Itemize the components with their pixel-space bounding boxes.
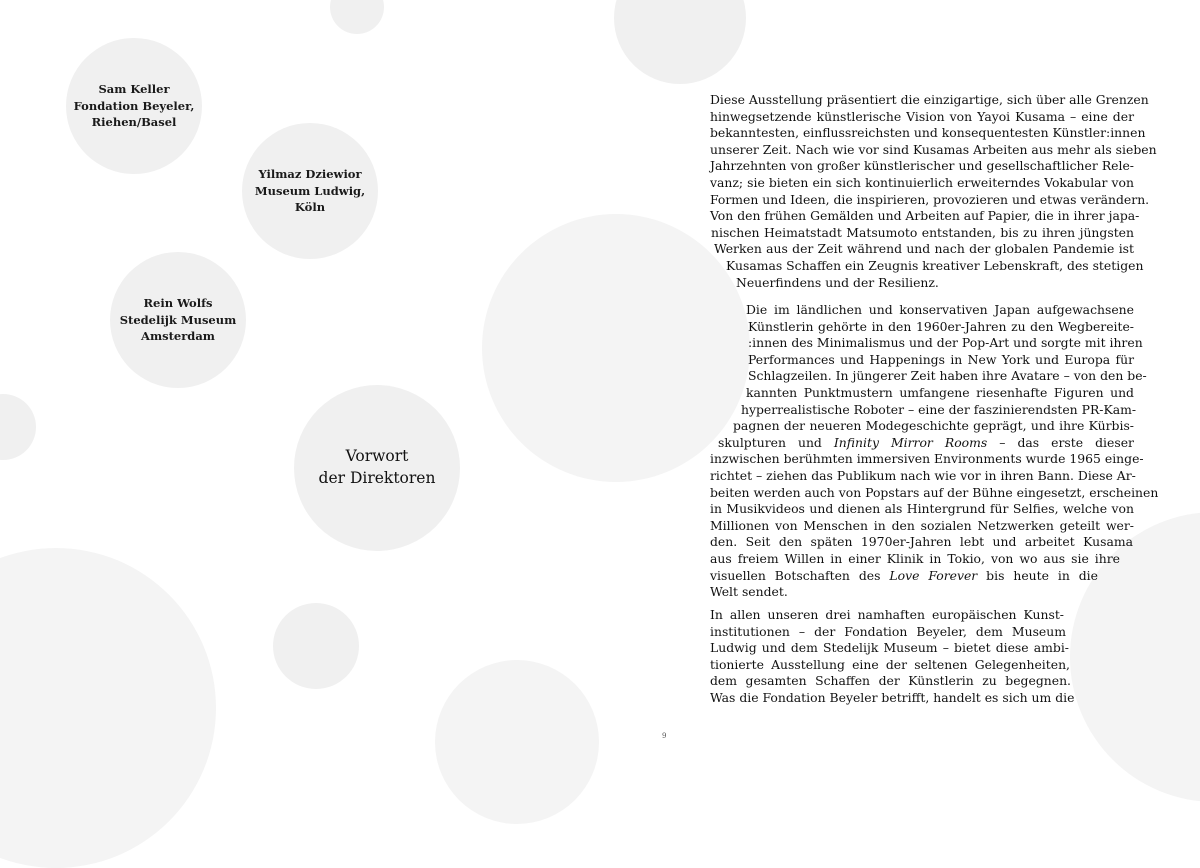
- text-line: Diese Ausstellung präsentiert die einzigartige, sich über alle Grenzen: [710, 92, 1149, 107]
- director-location: Amsterdam: [141, 329, 215, 344]
- text-line: Formen und Ideen, die inspirieren, provozieren und etwas verändern.: [710, 191, 1150, 207]
- director-institution: Museum Ludwig,: [254, 183, 366, 198]
- text-line: Ludwig und dem Stedelijk Museum – bietet diese ambi-: [710, 640, 1069, 656]
- text-line: [710, 568, 1098, 585]
- artwork-title: Infinity Mirror Rooms: [833, 434, 988, 450]
- text-fragment: bis heute in die: [986, 567, 1098, 583]
- text-line: Werken aus der Zeit während und nach der globalen Pandemie ist: [714, 241, 1134, 257]
- text-line: inzwischen berühmten immersiven Environments wurde 1965 einge-: [710, 451, 1144, 467]
- section-title-line: der Direktoren: [318, 469, 436, 487]
- decorative-dot: [0, 548, 216, 868]
- text-line: kannten Punktmustern umfangene riesenhafte Figuren und: [746, 384, 1134, 400]
- text-line: nischen Heimatstadt Matsumoto entstanden, bis zu ihren jüngsten: [711, 224, 1134, 240]
- decorative-dot: [614, 0, 746, 84]
- decorative-dot: [435, 660, 599, 824]
- text-line: Performances und Happenings in New York und Europa für: [748, 351, 1134, 367]
- text-line: [718, 435, 1134, 452]
- text-line: beiten werden auch von Popstars auf der Bühne eingesetzt, erscheinen: [710, 484, 1159, 500]
- director-location: Riehen/Basel: [91, 115, 177, 130]
- text-line: den. Seit den späten 1970er-Jahren lebt und arbeitet Kusama: [710, 534, 1133, 550]
- decorative-dot: [273, 603, 359, 689]
- text-line: vanz; sie bieten ein sich kontinuierlich erweiterndes Vokabular von: [710, 174, 1134, 190]
- decorative-dot: [0, 394, 36, 460]
- text-line: Was die Fondation Beyeler betrifft, handelt es sich um die: [710, 689, 1075, 705]
- text-line: pagnen der neueren Modegeschichte geprägt, und ihre Kürbis-: [733, 418, 1134, 434]
- text-line: Jahrzehnten von großer künstlerischer und gesellschaftlicher Rele-: [710, 158, 1134, 174]
- text-line: hinwegsetzende künstlerische Vision von Yayoi Kusama – eine der: [710, 108, 1134, 124]
- director-institution: Fondation Beyeler,: [73, 98, 195, 113]
- text-line: Von den frühen Gemälden und Arbeiten auf Papier, die in ihrer japa-: [710, 208, 1140, 224]
- director-name-block: [110, 252, 246, 388]
- director-name: Rein Wolfs: [143, 296, 213, 311]
- text-line: aus freiem Willen in einer Klinik in Tokio, von wo aus sie ihre: [710, 550, 1120, 566]
- text-line: In allen unseren drei namhaften europäischen Kunst-: [710, 607, 1064, 622]
- text-line: Künstlerin gehörte in den 1960er-Jahren zu den Wegbereite-: [748, 318, 1134, 334]
- text-line: Neuerfindens und der Resilienz.: [736, 274, 939, 290]
- text-line: Kusamas Schaffen ein Zeugnis kreativer Lebenskraft, des stetigen: [726, 257, 1144, 273]
- director-location: Köln: [294, 200, 326, 215]
- text-line: unserer Zeit. Nach wie vor sind Kusamas Arbeiten aus mehr als sieben: [710, 141, 1157, 157]
- director-name-block: [242, 123, 378, 259]
- text-fragment: – das erste dieser: [999, 434, 1134, 450]
- text-line: Millionen von Menschen in den sozialen Netzwerken geteilt wer-: [710, 517, 1134, 533]
- text-line: hyperrealistische Roboter – eine der faszinierendsten PR-Kam-: [741, 401, 1137, 417]
- text-line: Welt sendet.: [710, 584, 788, 600]
- director-name: Sam Keller: [98, 82, 170, 97]
- artwork-title: Love Forever: [889, 567, 978, 583]
- director-institution: Stedelijk Museum: [119, 312, 237, 327]
- text-line: Schlagzeilen. In jüngerer Zeit haben ihre Avatare – von den be-: [748, 368, 1147, 384]
- text-line: :innen des Minimalismus und der Pop-Art und sorgte mit ihren: [748, 335, 1143, 351]
- section-title: [296, 386, 458, 548]
- text-fragment: visuellen Botschaften des: [710, 567, 881, 583]
- body-paragraph: [710, 607, 1075, 707]
- director-name: Yilmaz Dziewior: [258, 167, 362, 182]
- director-name-block: [66, 38, 202, 174]
- body-paragraph: [710, 302, 1159, 601]
- text-line: in Musikvideos und dienen als Hintergrund für Selfies, welche von: [710, 501, 1134, 517]
- text-line: dem gesamten Schaffen der Künstlerin zu begegnen.: [710, 673, 1071, 689]
- text-line: bekanntesten, einflussreichsten und konsequentesten Künstler:innen: [710, 125, 1146, 141]
- text-fragment: skulpturen und: [718, 434, 822, 450]
- text-line: richtet – ziehen das Publikum nach wie vor in ihren Bann. Diese Ar-: [710, 467, 1136, 483]
- decorative-dot: [330, 0, 384, 34]
- text-line: institutionen – der Fondation Beyeler, dem Museum: [710, 623, 1066, 639]
- text-line: Die im ländlichen und konservativen Japan aufgewachsene: [746, 302, 1134, 317]
- page-number: 9: [662, 732, 667, 740]
- body-paragraph: [710, 92, 1157, 291]
- section-title-line: Vorwort: [345, 447, 409, 465]
- text-line: tionierte Ausstellung eine der seltenen Gelegenheiten,: [710, 656, 1070, 672]
